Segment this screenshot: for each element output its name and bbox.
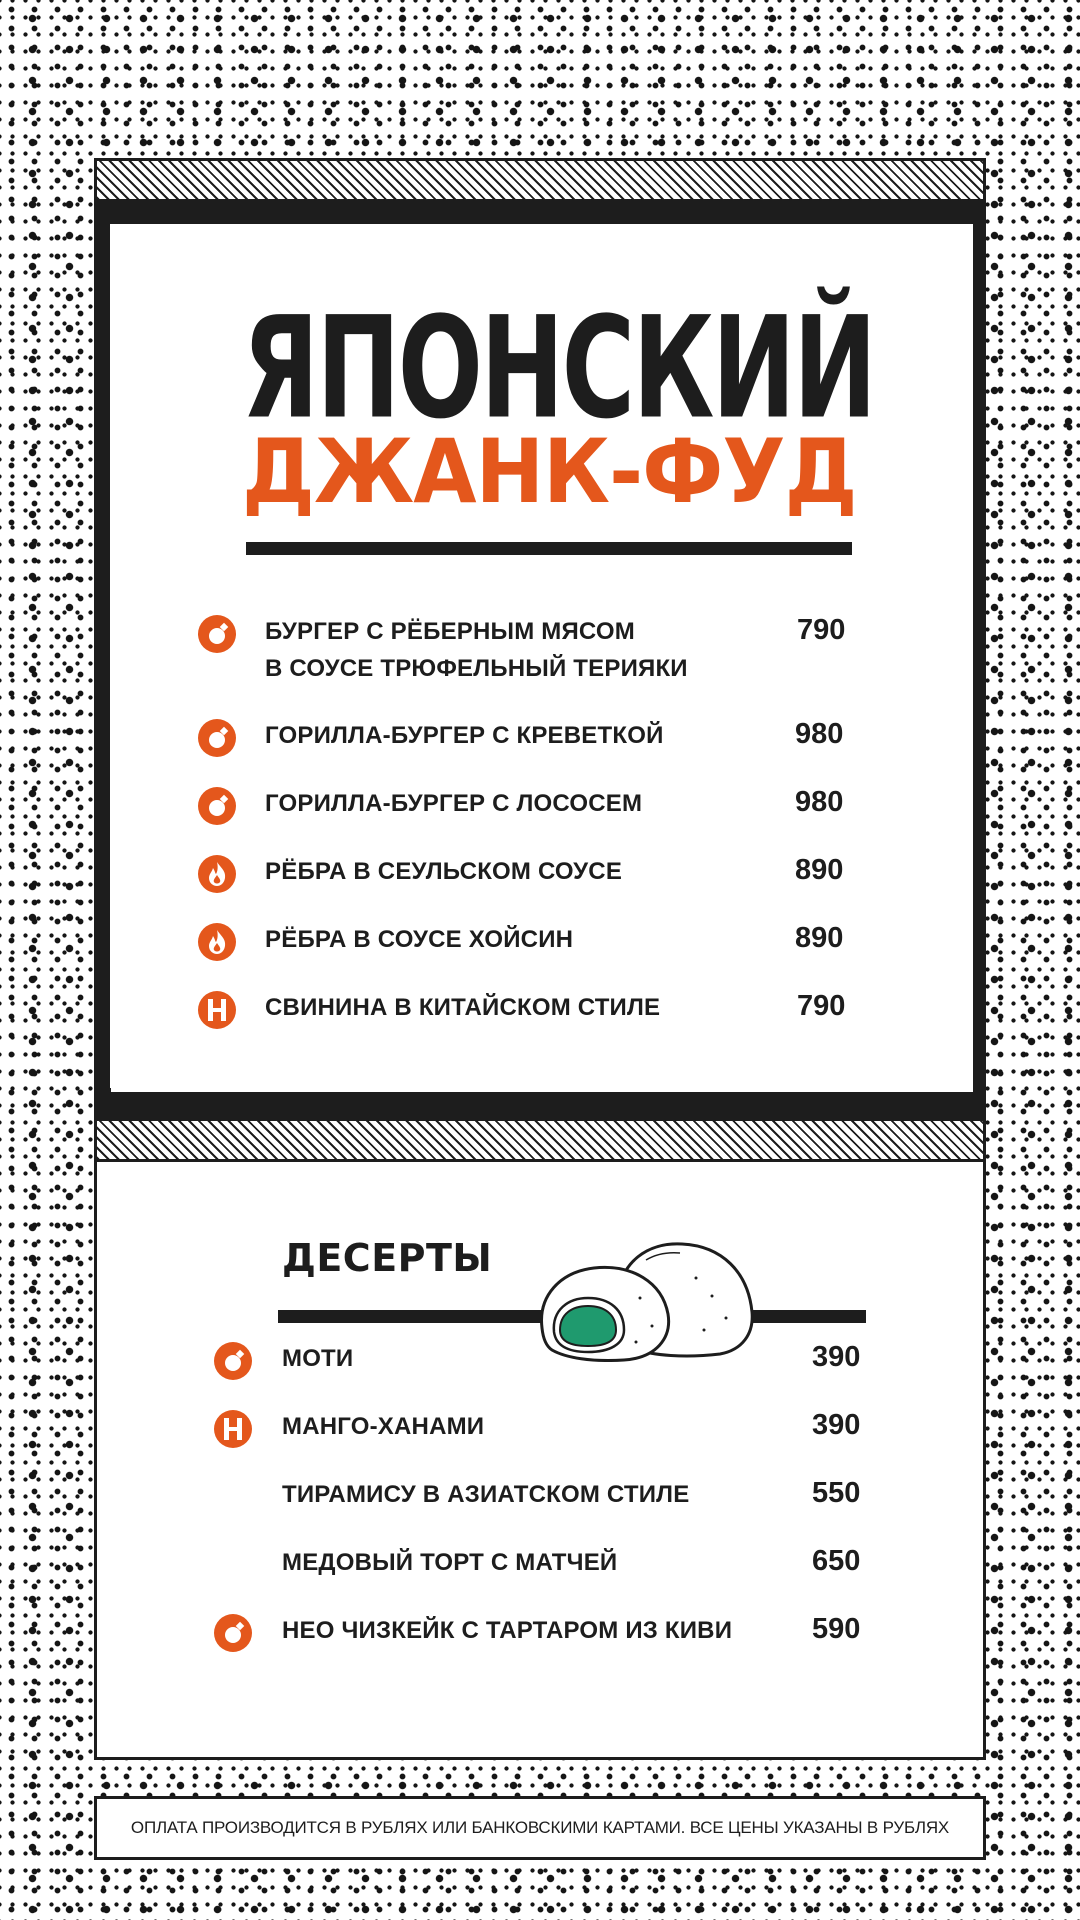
menu-item-price: 790 <box>797 614 846 646</box>
menu-subtitle: ДЖАНК-ФУД <box>242 420 857 523</box>
menu-item-name: ГОРИЛЛА-БУРГЕР С ЛОСОСЕМ <box>265 790 643 817</box>
dessert-item-price: 650 <box>812 1545 861 1577</box>
bomb-icon <box>198 615 236 653</box>
mochi-illustration <box>536 1238 762 1362</box>
menu-item-name: РЁБРА В СОУСЕ ХОЙСИН <box>265 926 574 953</box>
menu-item-price: 790 <box>797 990 846 1022</box>
bomb-icon <box>198 719 236 757</box>
halal-icon <box>214 1410 252 1448</box>
menu-item-name: РЁБРА В СЕУЛЬСКОМ СОУСЕ <box>265 858 623 885</box>
payment-note <box>94 1796 986 1860</box>
menu-item-name: БУРГЕР С РЁБЕРНЫМ МЯСОМ <box>265 618 635 645</box>
menu-item-price: 890 <box>795 922 844 954</box>
dessert-item-name: НЕО ЧИЗКЕЙК С ТАРТАРОМ ИЗ КИВИ <box>282 1617 733 1644</box>
menu-title: ЯПОНСКИЙ <box>242 286 875 450</box>
dessert-item-name: МАНГО-ХАНАМИ <box>282 1413 485 1440</box>
dessert-item-price: 390 <box>812 1409 861 1441</box>
dessert-item-name: МОТИ <box>282 1345 354 1372</box>
menu-item-price: 890 <box>795 854 844 886</box>
bomb-icon <box>198 787 236 825</box>
fire-icon <box>198 855 236 893</box>
bomb-icon <box>214 1614 252 1652</box>
desserts-heading: ДЕСЕРТЫ <box>282 1236 493 1280</box>
bomb-icon <box>214 1342 252 1380</box>
top-hatched-band <box>94 158 986 202</box>
dessert-item-name: ТИРАМИСУ В АЗИАТСКОМ СТИЛЕ <box>282 1481 690 1508</box>
menu-item-price: 980 <box>795 786 844 818</box>
dessert-item-name: МЕДОВЫЙ ТОРТ С МАТЧЕЙ <box>282 1549 618 1576</box>
menu-item-name: СВИНИНА В КИТАЙСКОМ СТИЛЕ <box>265 994 661 1021</box>
halal-icon <box>198 991 236 1029</box>
payment-note-text: ОПЛАТА ПРОИЗВОДИТСЯ В РУБЛЯХ ИЛИ БАНКОВСКИМИ КАРТАМИ. ВСЕ ЦЕНЫ УКАЗАНЫ В РУБЛЯХ <box>130 1818 950 1837</box>
dessert-item-price: 590 <box>812 1613 861 1645</box>
title-divider <box>246 542 852 555</box>
menu-item-price: 980 <box>795 718 844 750</box>
dessert-item-price: 390 <box>812 1341 861 1373</box>
dessert-item-price: 550 <box>812 1477 861 1509</box>
middle-hatched-band <box>94 1118 986 1162</box>
menu-item-name: ГОРИЛЛА-БУРГЕР С КРЕВЕТКОЙ <box>265 722 664 749</box>
fire-icon <box>198 923 236 961</box>
menu-item-name-continued: В СОУСЕ ТРЮФЕЛЬНЫЙ ТЕРИЯКИ <box>265 655 688 682</box>
